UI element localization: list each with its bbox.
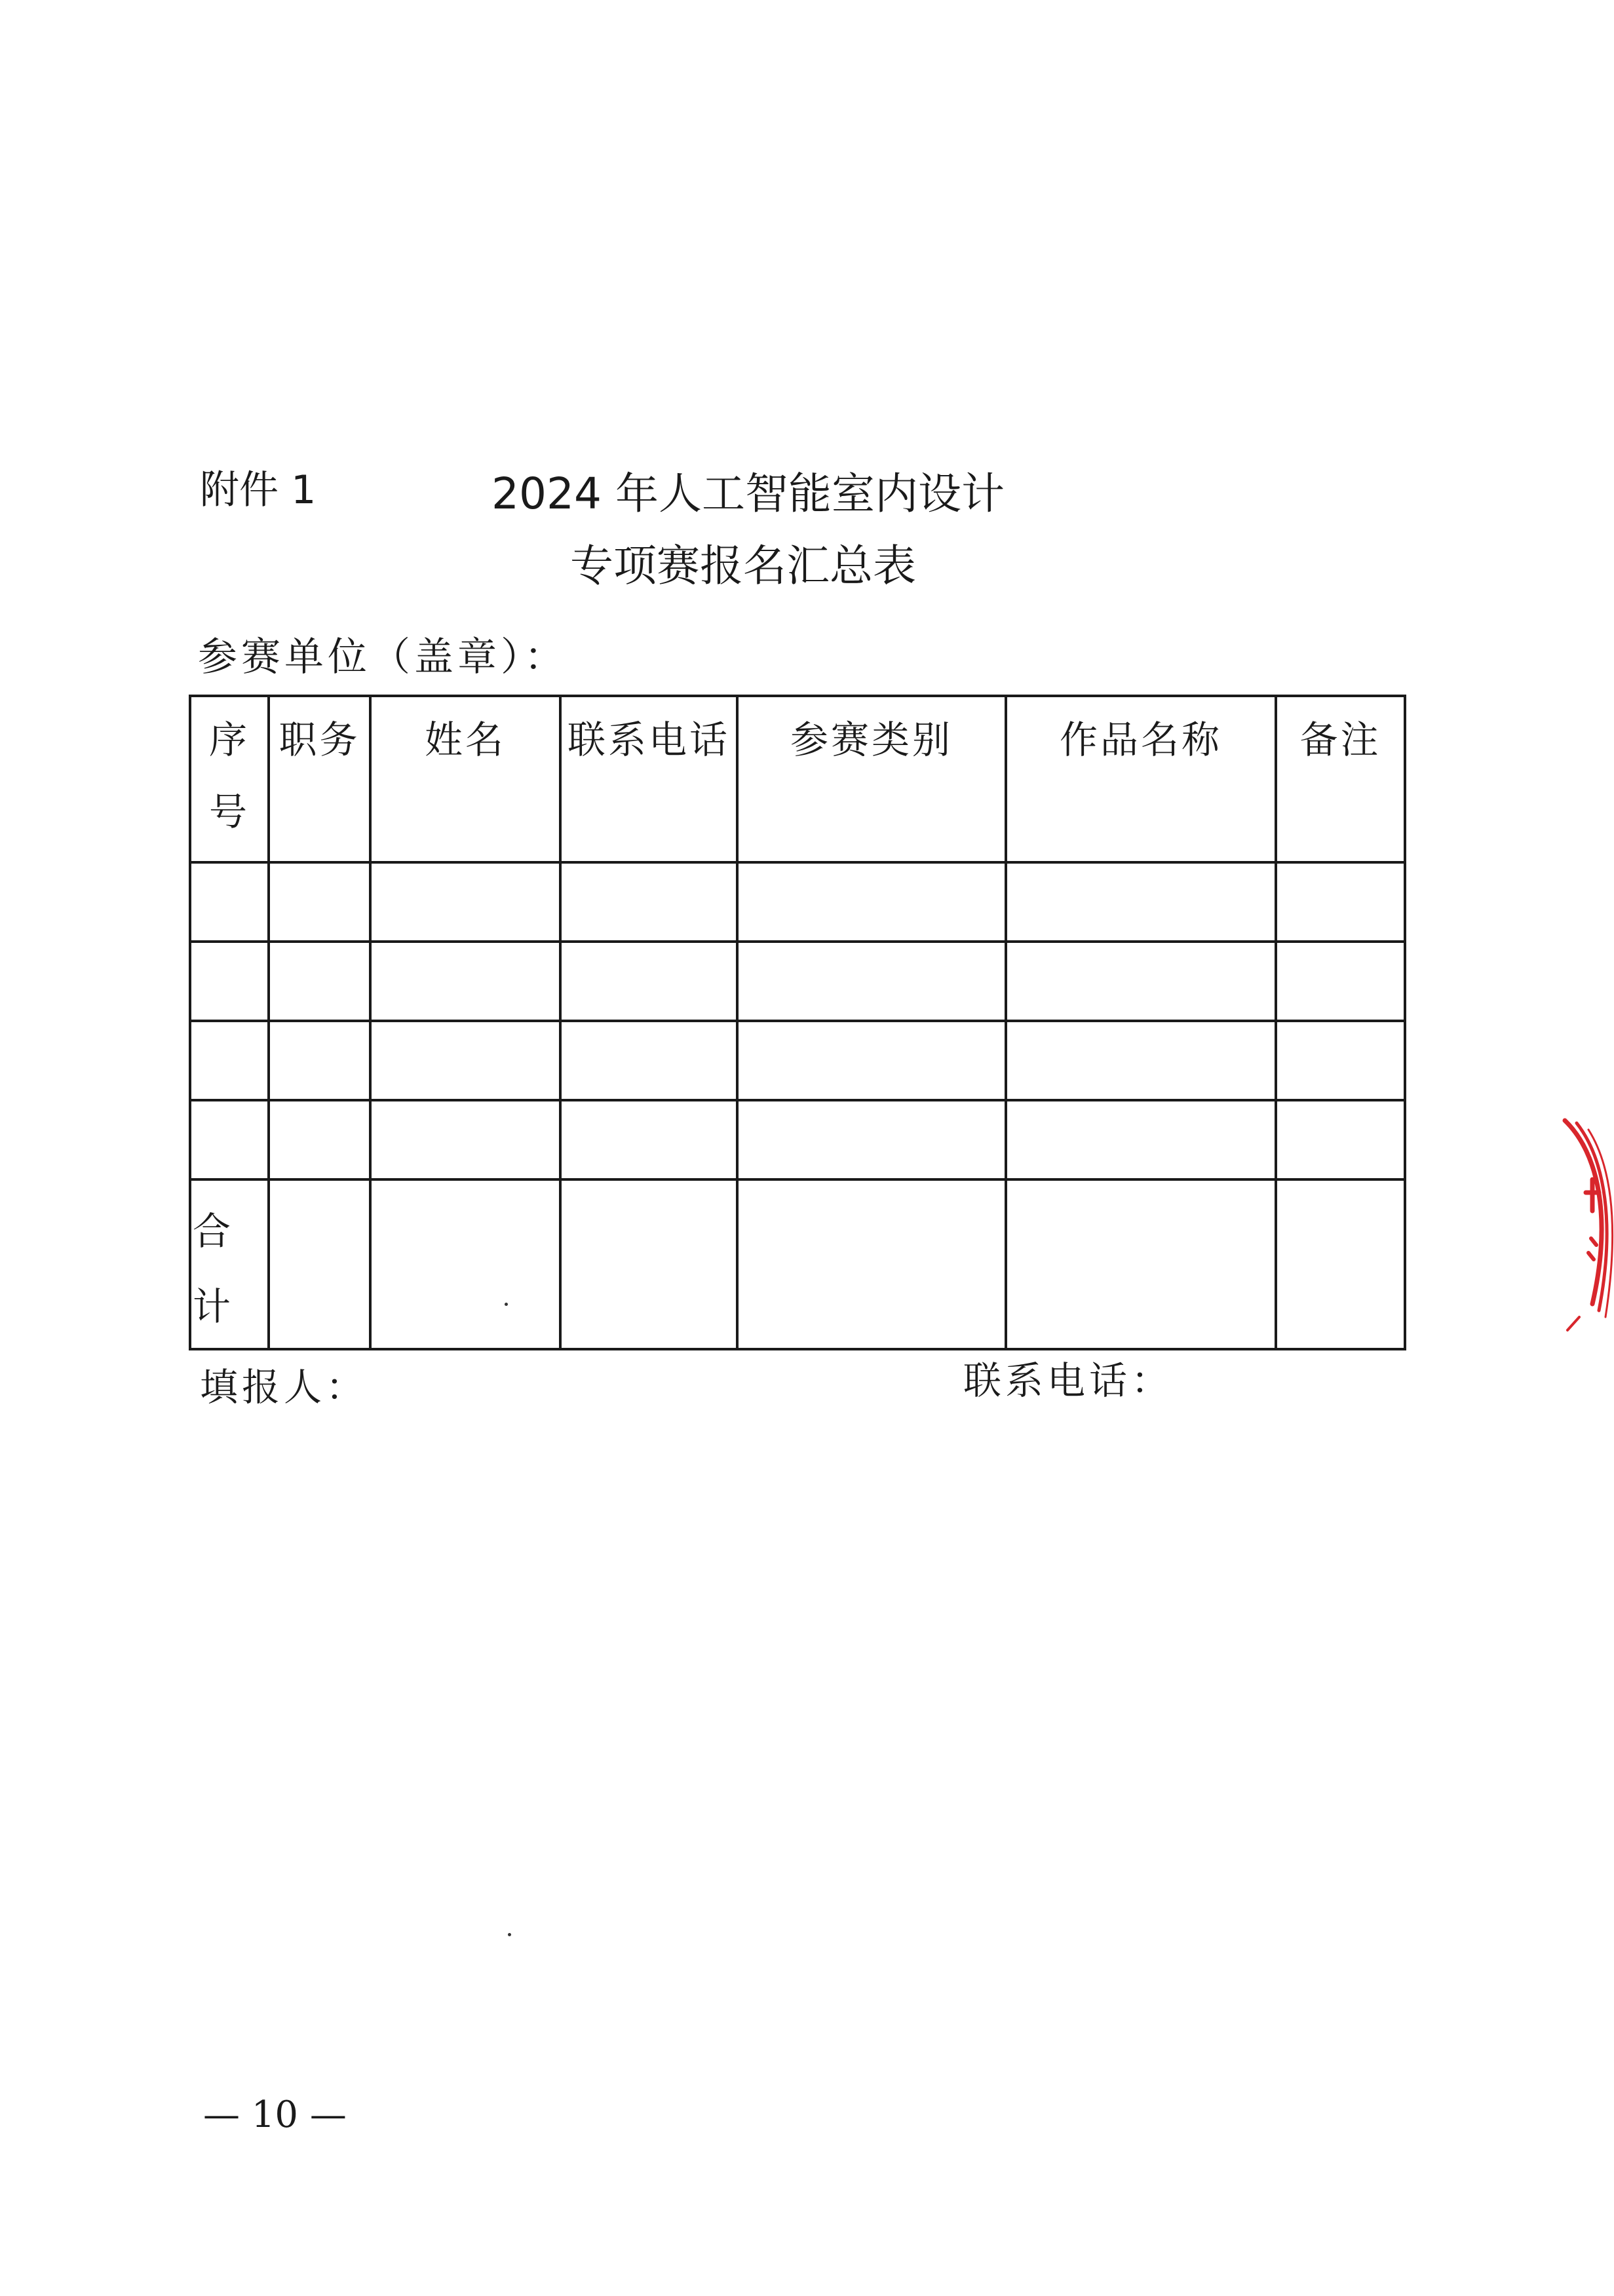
table-cell[interactable] [269,942,370,1021]
attachment-label: 附件 1 [200,467,317,513]
table-cell[interactable] [269,862,370,942]
total-label [190,1179,269,1349]
registration-summary-table [189,695,1406,1350]
table-cell[interactable] [560,1100,737,1179]
scan-speck [505,1303,508,1306]
table-header-row [190,696,1405,862]
table-cell[interactable] [370,1179,560,1349]
red-seal-stamp [1553,1114,1614,1337]
header-name: 姓名 [370,696,560,862]
table-row [190,1021,1405,1100]
header-category: 参赛类别 [737,696,1006,862]
header-seq [190,696,269,862]
table-cell[interactable] [269,1100,370,1179]
table-cell[interactable] [560,1179,737,1349]
table-row [190,942,1405,1021]
table-cell[interactable] [269,1021,370,1100]
header-work-name: 作品名称 [1006,696,1276,862]
participating-unit-label: 参赛单位（盖章）： [198,634,567,680]
scan-speck [508,1933,511,1936]
table-cell[interactable] [560,862,737,942]
table-cell[interactable] [1006,1179,1276,1349]
table-cell[interactable] [560,1021,737,1100]
header-phone: 联系电话 [560,696,737,862]
contact-phone-label: 联系电话： [963,1358,1174,1403]
header-seq-char2: 号 [208,790,250,834]
table-cell[interactable] [1006,862,1276,942]
filler-label: 填报人： [200,1365,368,1409]
table-cell[interactable] [1276,862,1405,942]
table-cell[interactable] [737,942,1006,1021]
table-cell[interactable] [370,942,560,1021]
table-cell[interactable] [737,1100,1006,1179]
table-cell[interactable] [1006,1100,1276,1179]
table-cell[interactable] [190,862,269,942]
total-label-char2: 计 [193,1284,234,1329]
table-cell[interactable] [190,1021,269,1100]
table-cell[interactable] [370,862,560,942]
table-cell[interactable] [190,942,269,1021]
table-cell[interactable] [1006,1021,1276,1100]
table-cell[interactable] [1276,1179,1405,1349]
page-number: — 10 — [203,2094,347,2136]
table-cell[interactable] [737,1021,1006,1100]
table-cell[interactable] [737,1179,1006,1349]
total-label-char1: 合 [193,1209,234,1253]
table-row [190,1100,1405,1179]
table-cell[interactable] [190,1100,269,1179]
table-cell[interactable] [1276,1100,1405,1179]
table-cell[interactable] [560,942,737,1021]
table-cell[interactable] [737,862,1006,942]
header-seq-char1: 序 [208,718,250,762]
table-cell[interactable] [370,1100,560,1179]
table-cell[interactable] [1276,1021,1405,1100]
table-cell[interactable] [1276,942,1405,1021]
header-remarks: 备注 [1276,696,1405,862]
table-row [190,862,1405,942]
table-cell[interactable] [370,1021,560,1100]
header-position: 职务 [269,696,370,862]
document-title-line2: 专项赛报名汇总表 [570,541,916,591]
table-total-row [190,1179,1405,1349]
table-cell[interactable] [269,1179,370,1349]
table-cell[interactable] [1006,942,1276,1021]
document-title-line1: 2024 年人工智能室内设计 [491,469,1005,519]
